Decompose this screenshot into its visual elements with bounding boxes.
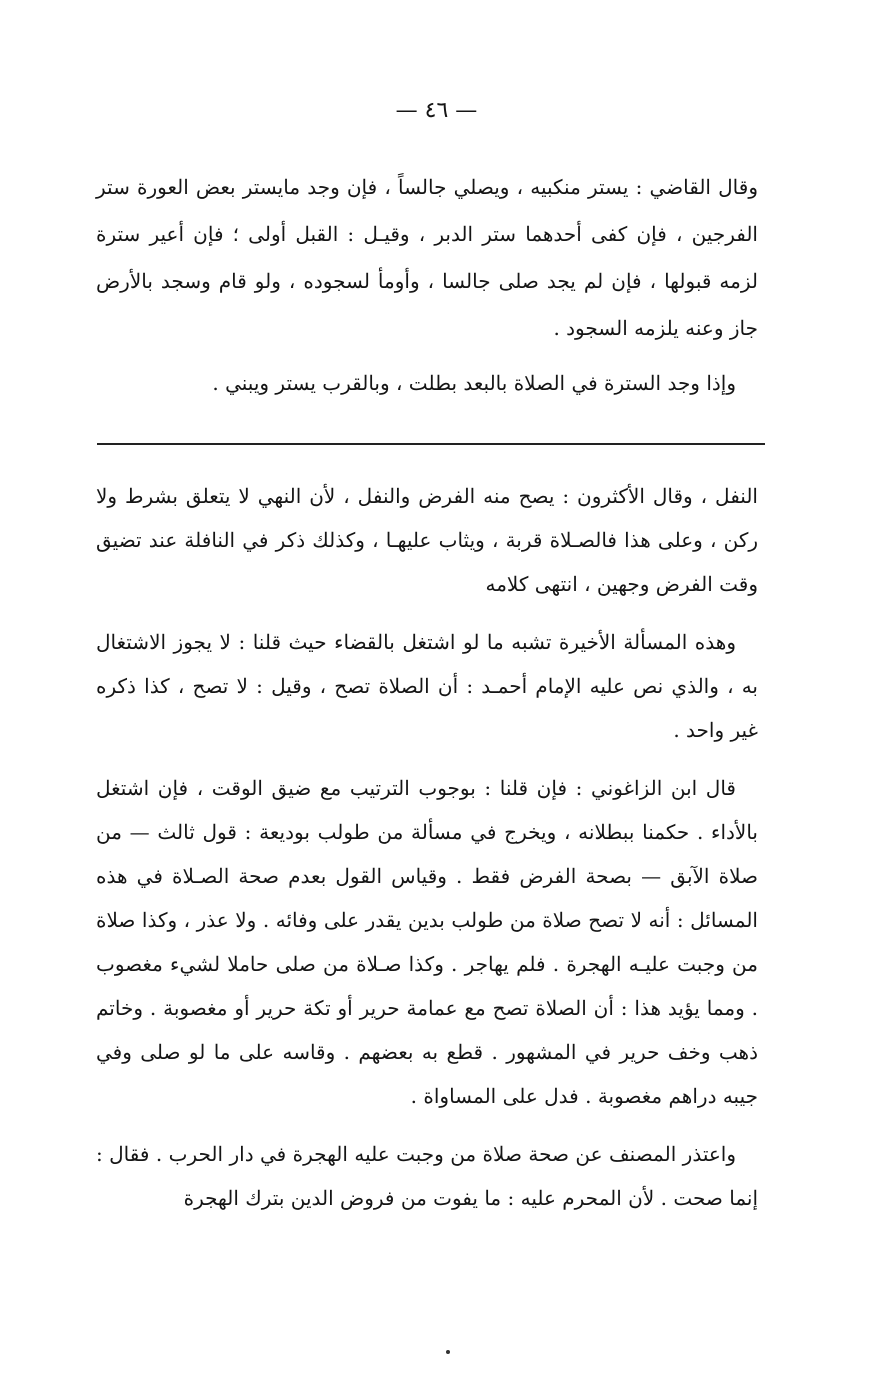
main-text xyxy=(96,164,758,407)
footnote-paragraph-1: النفل ، وقال الأكثرون : يصح منه الفرض والنفل ، لأن النهي لا يتعلق بشرط ولا ركن ، وعلى هذا فالصـلاة قربة ، ويثاب عليهـا ، وكذلك ذكر في النافلة عند تضيق وقت الفرض وجهين ، انتهى كلامه xyxy=(96,484,758,596)
footnote-paragraph-4: واعتذر المصنف عن صحة صلاة من وجبت عليه الهجرة في دار الحرب . فقال : إنما صحت . لأن المحرم عليه : ما يفوت من فروض الدين بترك الهجرة xyxy=(96,1142,758,1210)
page-number: — ٤٦ — xyxy=(395,98,478,123)
footnote-paragraph-3: قال ابن الزاغوني : فإن قلنا : بوجوب الترتيب مع ضيق الوقت ، فإن اشتغل بالأداء . حكمنا ببطلانه ، ويخرج في مسألة من طولب بوديعة : قول ثالث — من صلاة الآبق — بصحة الفرض فقط . وقياس القول بعدم صحة الصـلاة في هذه المسائل : أنه لا تصح صلاة من طولب بدين يقدر على وفائه . ولا عذر ، وكذا صلاة من وجبت عليـه الهجرة . فلم يهاجر . وكذا صـلاة من صلى حاملا لشيء مغصوب . ومما يؤيد هذا : أن الصلاة تصح مع عمامة حرير أو تكة حرير أو مغصوبة . وخاتم ذهب وخف حرير في المشهور . قطع به بعضهم . وقاسه على ما لو صلى وفي جيبه دراهم مغصوبة . فدل على المساواة . xyxy=(96,776,758,1108)
main-paragraph-2: وإذا وجد السترة في الصلاة بالبعد بطلت ، وبالقرب يستر ويبني . xyxy=(212,371,736,395)
footnotes xyxy=(96,474,758,1220)
footnote-separator xyxy=(97,443,765,445)
footnote-paragraph-2: وهذه المسألة الأخيرة تشبه ما لو اشتغل بالقضاء حيث قلنا : لا يجوز الاشتغال به ، والذي نص عليه الإمام أحمـد : أن الصلاة تصح ، وقيل : لا تصح ، كذا ذكره غير واحد . xyxy=(96,630,758,742)
print-speck xyxy=(446,1350,450,1354)
main-paragraph-1: وقال القاضي : يستر منكبيه ، ويصلي جالساً ، فإن وجد مايستر بعض العورة ستر الفرجين ، فإن كفى أحدهما ستر الدبر ، وقيـل : القبل أولى ؛ فإن أعير سترة لزمه قبولها ، فإن لم يجد صلى جالسا ، وأومأ لسجوده ، ولو قام وسجد بالأرض جاز وعنه يلزمه السجود . xyxy=(96,175,758,340)
